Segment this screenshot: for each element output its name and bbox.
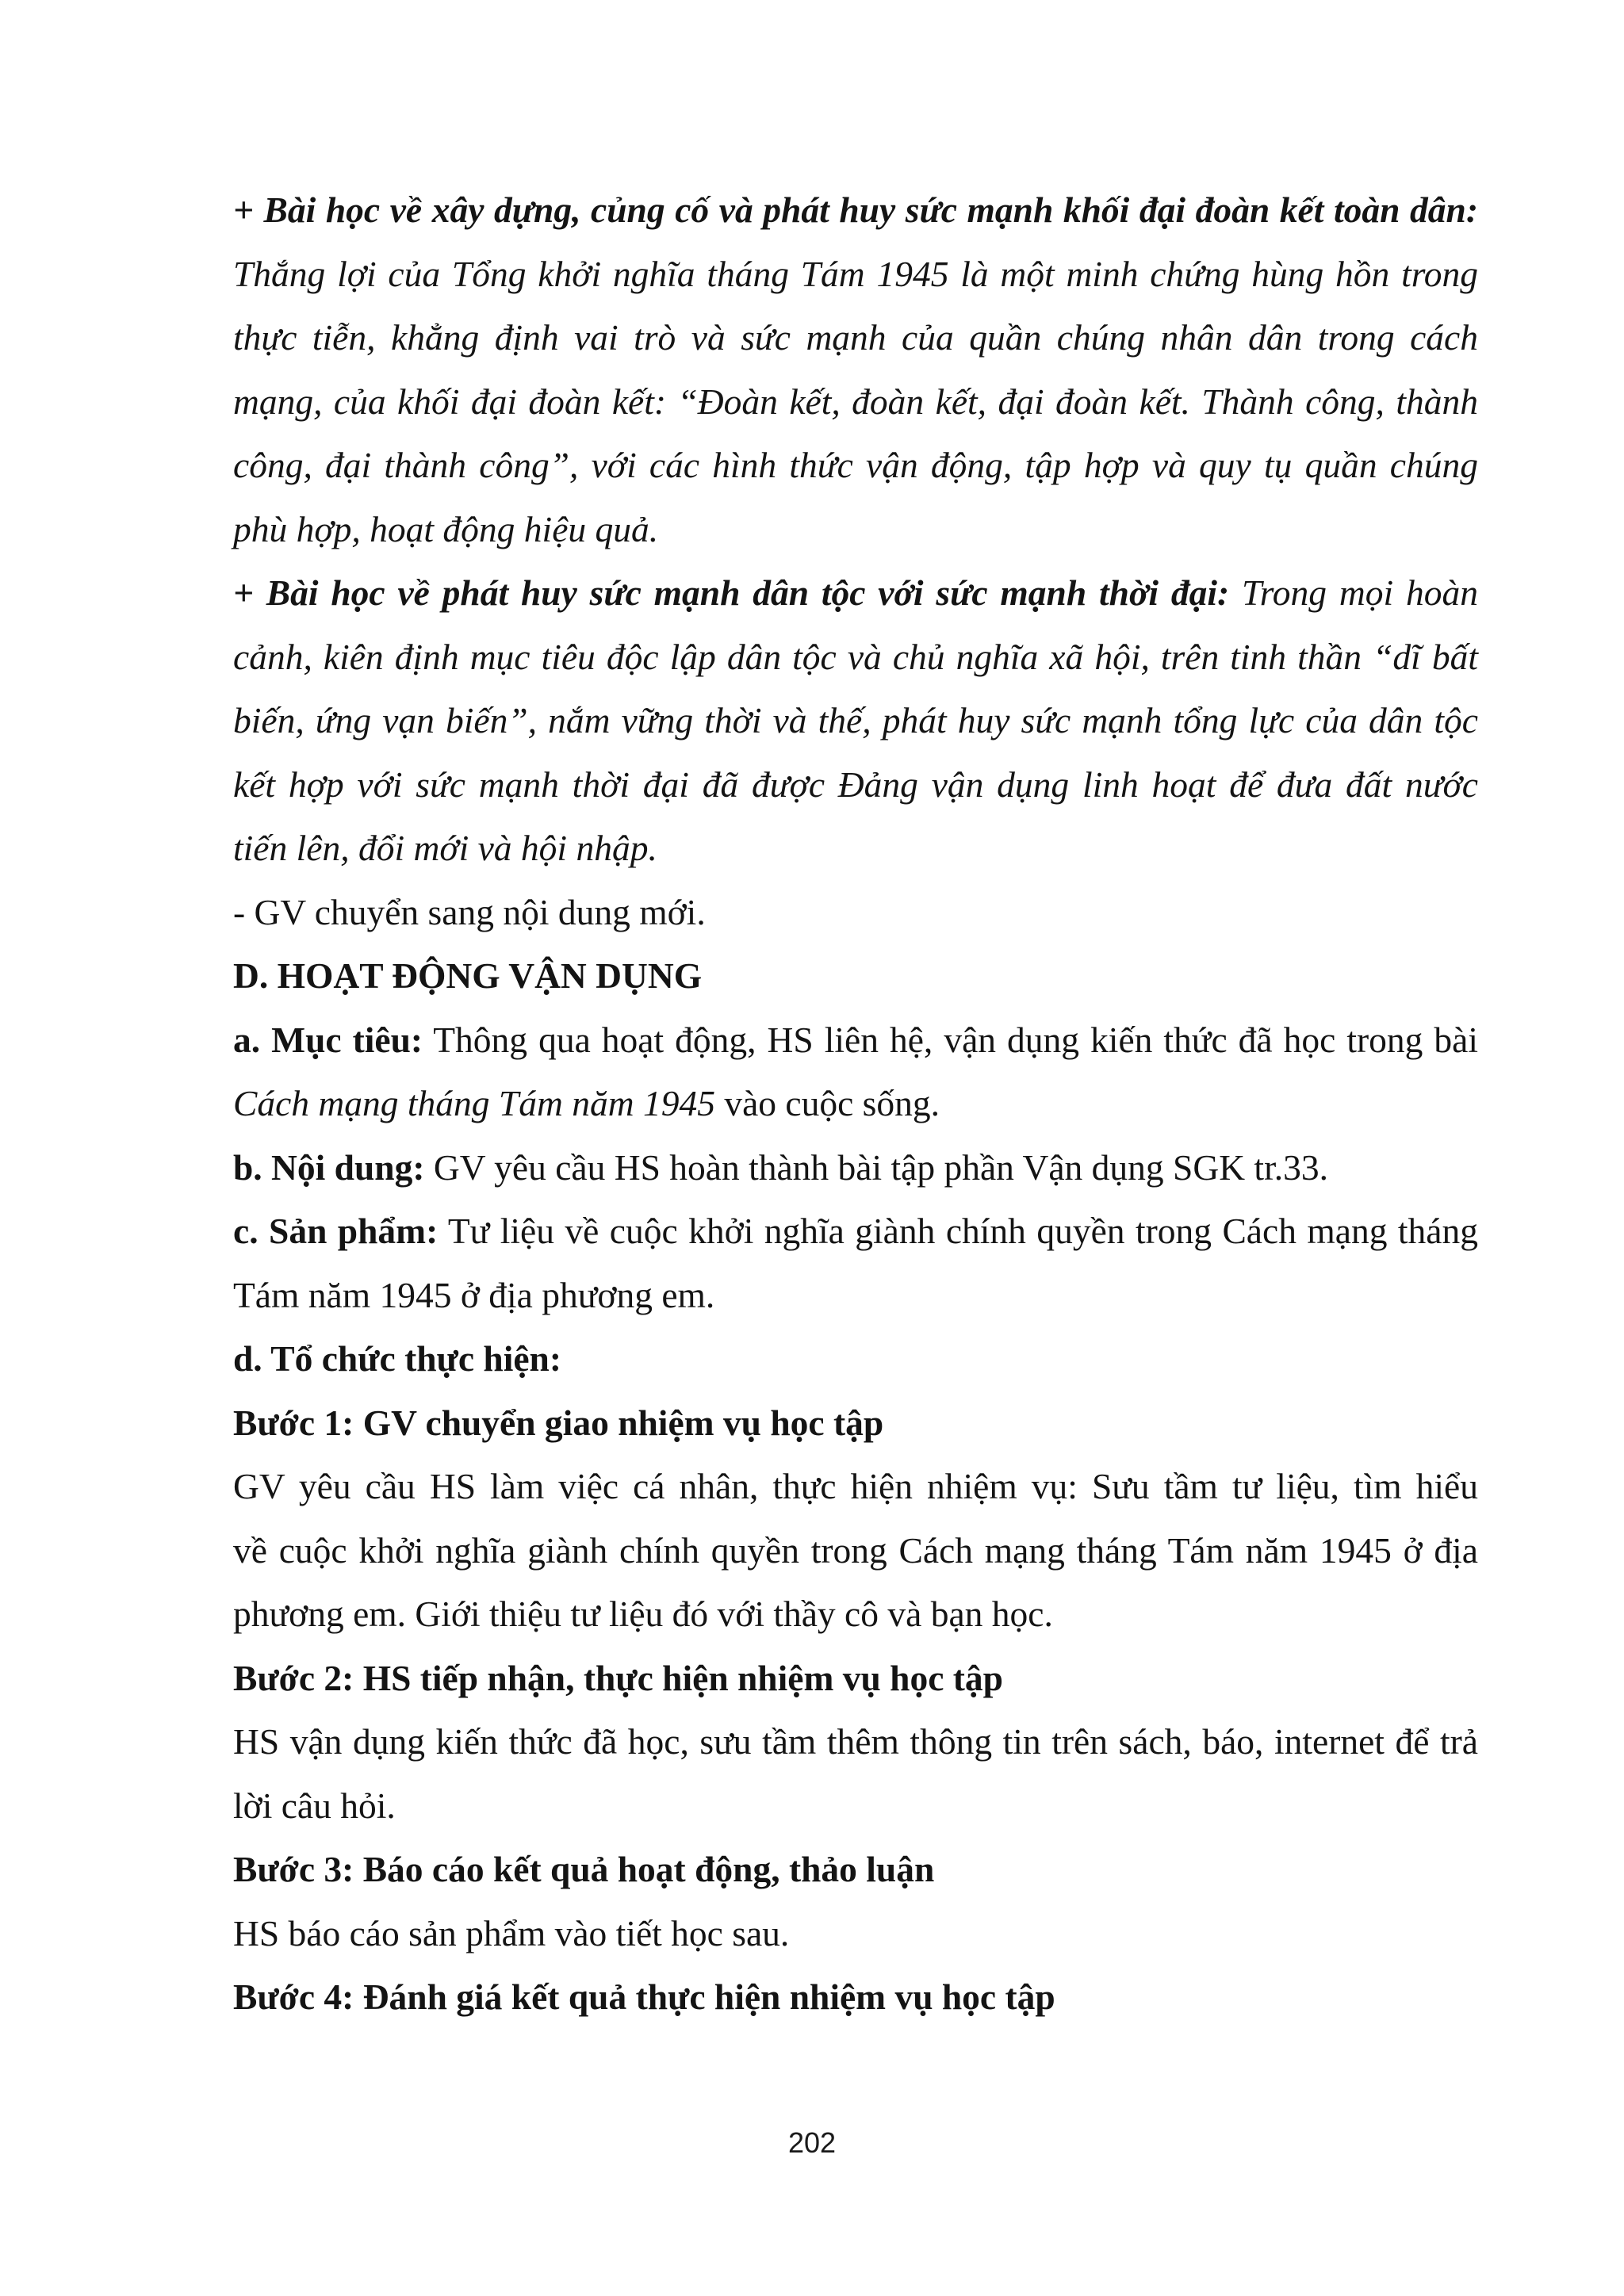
- lesson2-line: cảnh, kiên định mục tiêu độc lập dân tộc và chủ nghĩa xã hội, trên tinh thần “dĩ bất: [233, 636, 1478, 677]
- objective-italic-title: Cách mạng tháng Tám năm 1945: [233, 1083, 715, 1123]
- lesson1-line-last: phù hợp, hoạt động hiệu quả.: [233, 508, 659, 549]
- step1-line: về cuộc khởi nghĩa giành chính quyền trong Cách mạng tháng Tám năm 1945 ở địa: [233, 1529, 1478, 1571]
- product-line-2: Tám năm 1945 ở địa phương em.: [233, 1274, 715, 1315]
- step2-line: HS vận dụng kiến thức đã học, sưu tầm thêm thông tin trên sách, báo, internet để trả: [233, 1721, 1478, 1762]
- step3-title: Bước 3: Báo cáo kết quả hoạt động, thảo luận: [233, 1849, 935, 1889]
- step2-line-last: lời câu hỏi.: [233, 1785, 396, 1826]
- lesson2-heading: + Bài học về phát huy sức mạnh dân tộc với sức mạnh thời đại:: [233, 572, 1230, 613]
- objective-text: Thông qua hoạt động, HS liên hệ, vận dụng kiến thức đã học trong bài: [423, 1019, 1479, 1060]
- organization-label: d. Tổ chức thực hiện:: [233, 1338, 562, 1379]
- page-number: 202: [787, 2126, 837, 2159]
- step4-title: Bước 4: Đánh giá kết quả thực hiện nhiệm vụ học tập: [233, 1976, 1055, 2017]
- product-line: [233, 1200, 1478, 1264]
- lesson2-heading-rest: Trong mọi hoàn: [1229, 572, 1478, 613]
- step2-title: Bước 2: HS tiếp nhận, thực hiện nhiệm vụ học tập: [233, 1657, 1003, 1698]
- objective-line-2: [233, 1072, 1478, 1136]
- lesson2-line: biến, ứng vạn biến”, nắm vững thời và thế, phát huy sức mạnh tổng lực của dân tộc: [233, 700, 1478, 740]
- content-line: [233, 1136, 1478, 1200]
- product-label: c. Sản phẩm:: [233, 1211, 439, 1251]
- content-text: GV yêu cầu HS hoàn thành bài tập phần Vận dụng SGK tr.33.: [424, 1146, 1328, 1188]
- lesson1-line: công, đại thành công”, với các hình thức vận động, tập hợp và quy tụ quần chúng: [233, 445, 1478, 485]
- lesson2-line-last: tiến lên, đổi mới và hội nhập.: [233, 828, 657, 868]
- lesson1-heading: + Bài học về xây dựng, củng cố và phát huy sức mạnh khối đại đoàn kết toàn dân:: [233, 189, 1478, 230]
- step1-line: GV yêu cầu HS làm việc cá nhân, thực hiện nhiệm vụ: Sưu tầm tư liệu, tìm hiểu: [233, 1466, 1478, 1506]
- lesson1-line: thực tiễn, khẳng định vai trò và sức mạnh của quần chúng nhân dân trong cách: [233, 317, 1478, 358]
- objective-tail: vào cuộc sống.: [714, 1083, 940, 1123]
- objective-label: a. Mục tiêu:: [233, 1019, 423, 1060]
- objective-line: [233, 1008, 1478, 1073]
- lesson1-line: Thắng lợi của Tổng khởi nghĩa tháng Tám 1945 là một minh chứng hùng hồn trong: [233, 253, 1478, 294]
- step1-line-last: phương em. Giới thiệu tư liệu đó với thầy cô và bạn học.: [233, 1594, 1053, 1634]
- step1-title: Bước 1: GV chuyển giao nhiệm vụ học tập: [233, 1402, 884, 1443]
- lesson2-heading-line: [233, 561, 1478, 626]
- step3-line: HS báo cáo sản phẩm vào tiết học sau.: [233, 1912, 790, 1954]
- lesson2-line: kết hợp với sức mạnh thời đại đã được Đảng vận dụng linh hoạt để đưa đất nước: [233, 763, 1478, 805]
- content-label: b. Nội dung:: [233, 1146, 425, 1188]
- section-title: D. HOẠT ĐỘNG VẬN DỤNG: [233, 955, 703, 996]
- lesson1-line: mạng, của khối đại đoàn kết: “Đoàn kết, đoàn kết, đại đoàn kết. Thành công, thành: [233, 381, 1478, 422]
- document-page: [233, 178, 1478, 2030]
- product-text: Tư liệu về cuộc khởi nghĩa giành chính quyền trong Cách mạng tháng: [438, 1211, 1479, 1251]
- transition-note: - GV chuyển sang nội dung mới.: [233, 891, 706, 932]
